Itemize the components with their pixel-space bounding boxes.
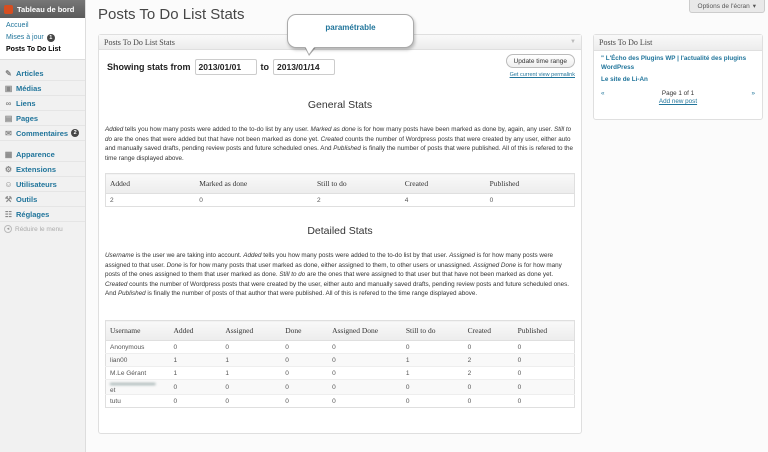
column-header: Marked as done bbox=[195, 174, 313, 194]
table-cell: 2 bbox=[106, 194, 196, 207]
pin-icon: ✎ bbox=[5, 68, 12, 78]
table-cell: 0 bbox=[464, 380, 514, 395]
table-cell: 0 bbox=[195, 194, 313, 207]
table-row bbox=[106, 354, 575, 367]
appearance-icon: ▦ bbox=[4, 149, 13, 159]
widget-site-link[interactable]: Le site de Li-An bbox=[601, 76, 648, 83]
table-cell: 0 bbox=[402, 395, 464, 408]
table-row bbox=[106, 367, 575, 380]
detailed-stats-description: Username is the user we are taking into account. Added tells you how many posts were added to the to-do list by that user. Assigned is for how many posts were assigned to that user. Done is for how many posts that user marked as done, either assigned to them, to other users or unassigned. Assigned Done is for how many posts of the ones assigned to them that user marked as done. Still to do are the ones that were assigned to that user but that have not been marked as done yet. Created counts the number of Wordpress posts that were created by the user, either auto and manually saved drafts, pending review posts and future scheduled ones. And Published is finally the number of posts of that author that were published. All of this is refered to the time range displayed above. bbox=[105, 252, 570, 298]
table-cell: 1 bbox=[221, 367, 281, 380]
table-cell: 0 bbox=[514, 380, 575, 395]
widget-header[interactable]: Posts To Do List bbox=[594, 35, 762, 51]
comments-badge: 2 bbox=[71, 129, 79, 137]
table-cell: 1 bbox=[169, 354, 221, 367]
table-cell: 0 bbox=[281, 354, 328, 367]
sidebar-item-articles[interactable] bbox=[0, 66, 85, 81]
table-cell: lian00 bbox=[106, 354, 170, 367]
table-cell: 1 bbox=[169, 367, 221, 380]
column-header: Still to do bbox=[313, 174, 401, 194]
todo-widget bbox=[593, 34, 763, 120]
callout-tail-inner bbox=[305, 46, 315, 54]
table-cell: 2 bbox=[464, 367, 514, 380]
table-cell: 0 bbox=[328, 380, 402, 395]
page-indicator: Page 1 of 1 bbox=[661, 90, 695, 97]
users-icon: ☺ bbox=[4, 179, 13, 189]
tools-icon: ⚒ bbox=[4, 194, 13, 204]
permalink-link[interactable]: Get current view permalink bbox=[509, 72, 575, 78]
column-header: Added bbox=[169, 321, 221, 341]
screen-options-button[interactable]: Options de l'écran ▾ bbox=[689, 0, 765, 13]
widget-post-link[interactable]: " L'Écho des Plugins WP | l'actualité des plugins WordPress bbox=[601, 55, 747, 71]
table-cell: 0 bbox=[221, 380, 281, 395]
sidebar-dashboard[interactable] bbox=[0, 0, 85, 18]
date-range-row bbox=[107, 59, 335, 75]
table-cell: 1 bbox=[221, 354, 281, 367]
table-cell: 0 bbox=[169, 341, 221, 354]
table-cell: 1 bbox=[402, 367, 464, 380]
table-cell: 0 bbox=[281, 367, 328, 380]
collapse-menu-button[interactable]: ◂ Réduire le menu bbox=[0, 222, 85, 236]
table-cell: 0 bbox=[281, 395, 328, 408]
sidebar-item-commentaires[interactable] bbox=[0, 126, 85, 141]
link-icon: ∞ bbox=[5, 98, 12, 108]
sidebar-item-label: Utilisateurs bbox=[16, 179, 57, 189]
sidebar-item-outils[interactable] bbox=[0, 192, 85, 207]
table-cell: ▬▬▬▬▬▬▬ et bbox=[106, 380, 170, 395]
table-cell: 0 bbox=[402, 380, 464, 395]
plugin-icon: ⚙ bbox=[4, 164, 13, 174]
dashboard-submenu bbox=[0, 18, 85, 60]
column-header: Added bbox=[106, 174, 196, 194]
page-title: Posts To Do List Stats bbox=[98, 6, 245, 23]
sidebar-item-label: Pages bbox=[16, 113, 39, 123]
stats-panel bbox=[98, 34, 582, 434]
table-cell: 0 bbox=[464, 395, 514, 408]
sidebar-item-m-dias[interactable] bbox=[0, 81, 85, 96]
table-cell: 0 bbox=[486, 194, 575, 207]
prev-page-button[interactable]: « bbox=[601, 90, 605, 97]
table-cell: 2 bbox=[464, 354, 514, 367]
table-cell: tutu bbox=[106, 395, 170, 408]
widget-pagination bbox=[601, 90, 755, 106]
next-page-button[interactable]: » bbox=[751, 90, 755, 97]
annotation-callout: paramétrable bbox=[287, 14, 414, 48]
table-cell: 0 bbox=[514, 395, 575, 408]
column-header: Assigned bbox=[221, 321, 281, 341]
sidebar-item-pages[interactable] bbox=[0, 111, 85, 126]
sidebar-item-apparence[interactable] bbox=[0, 147, 85, 162]
sidebar-item-r-glages[interactable] bbox=[0, 207, 85, 222]
sidebar-item-label: Réglages bbox=[16, 209, 50, 219]
column-header: Created bbox=[401, 174, 486, 194]
admin-sidebar bbox=[0, 0, 86, 452]
collapse-arrow-icon[interactable]: ▼ bbox=[570, 39, 576, 45]
table-cell: 0 bbox=[514, 341, 575, 354]
table-cell: 0 bbox=[328, 367, 402, 380]
table-row bbox=[106, 194, 575, 207]
settings-icon: ☷ bbox=[4, 209, 13, 219]
sidebar-item-label: Commentaires bbox=[16, 128, 69, 138]
column-header: Done bbox=[281, 321, 328, 341]
page-icon: ▤ bbox=[4, 113, 13, 123]
sidebar-item-label: Liens bbox=[16, 98, 36, 108]
general-stats-description: Added tells you how many posts were added to the to-do list by any user. Marked as done is for how many posts have been marked as done by, again, any user. Still to do are the ones that were added but that have not been marked as done yet. Created counts the number of Wordpress posts that were created by any user, either auto and manually saved drafts, pending review posts and future scheduled ones. And Published is finally the number of posts that were published. All of this is refered to the time range displayed above. bbox=[105, 126, 574, 162]
sidebar-dashboard-label: Tableau de bord bbox=[17, 4, 75, 14]
general-stats-table bbox=[105, 173, 575, 207]
sidebar-item-label: Extensions bbox=[16, 164, 57, 174]
detailed-stats-table bbox=[105, 320, 575, 408]
table-cell: 0 bbox=[514, 354, 575, 367]
detailed-stats-title: Detailed Stats bbox=[307, 225, 373, 237]
sidebar-item-label: Apparence bbox=[16, 149, 55, 159]
table-cell: 4 bbox=[401, 194, 486, 207]
table-cell: 0 bbox=[328, 395, 402, 408]
table-cell: 0 bbox=[328, 354, 402, 367]
column-header: Published bbox=[514, 321, 575, 341]
table-cell: 0 bbox=[464, 341, 514, 354]
collapse-icon: ◂ bbox=[4, 225, 12, 233]
general-stats-title: General Stats bbox=[307, 99, 373, 111]
chevron-down-icon: ▾ bbox=[752, 3, 756, 10]
add-new-post-link[interactable]: Add new post bbox=[658, 98, 698, 105]
table-cell: 0 bbox=[221, 395, 281, 408]
sidebar-item-label: Articles bbox=[16, 68, 44, 78]
table-cell: 0 bbox=[281, 341, 328, 354]
table-cell: 0 bbox=[169, 395, 221, 408]
table-row bbox=[106, 380, 575, 395]
dashboard-icon bbox=[4, 5, 13, 14]
sidebar-item-liens[interactable] bbox=[0, 96, 85, 111]
updates-badge: 1 bbox=[47, 34, 55, 42]
table-cell: 0 bbox=[328, 341, 402, 354]
table-row bbox=[106, 395, 575, 408]
column-header: Created bbox=[464, 321, 514, 341]
sidebar-menu bbox=[0, 66, 85, 222]
submenu-accueil[interactable]: Accueil bbox=[6, 22, 29, 29]
table-cell: 0 bbox=[281, 380, 328, 395]
table-cell: 0 bbox=[221, 341, 281, 354]
table-row bbox=[106, 341, 575, 354]
table-cell: 0 bbox=[514, 367, 575, 380]
sidebar-item-label: Outils bbox=[16, 194, 38, 204]
submenu-posts-todo[interactable]: Posts To Do List bbox=[6, 46, 61, 53]
comment-icon: ✉ bbox=[5, 128, 12, 138]
redacted-username: ▬▬▬▬▬▬▬ bbox=[110, 380, 156, 387]
table-cell: M.Le Gérant bbox=[106, 367, 170, 380]
sidebar-item-label: Médias bbox=[16, 83, 42, 93]
date-to-input[interactable]: 2013/01/14 bbox=[273, 59, 335, 75]
column-header: Still to do bbox=[402, 321, 464, 341]
update-time-range-button[interactable]: Update time range bbox=[506, 54, 575, 68]
table-cell: 2 bbox=[313, 194, 401, 207]
sidebar-item-utilisateurs[interactable] bbox=[0, 177, 85, 192]
showing-from-label: Showing stats from bbox=[107, 62, 191, 72]
table-cell: Anonymous bbox=[106, 341, 170, 354]
table-cell: 1 bbox=[402, 354, 464, 367]
sidebar-item-extensions[interactable] bbox=[0, 162, 85, 177]
to-label: to bbox=[260, 62, 270, 72]
column-header: Username bbox=[106, 321, 170, 341]
table-cell: 0 bbox=[169, 380, 221, 395]
media-icon: ▣ bbox=[4, 83, 13, 93]
column-header: Published bbox=[486, 174, 575, 194]
table-cell: 0 bbox=[402, 341, 464, 354]
submenu-updates[interactable]: Mises à jour 1 bbox=[0, 32, 85, 44]
column-header: Assigned Done bbox=[328, 321, 402, 341]
panel-title: Posts To Do List Stats bbox=[104, 37, 175, 47]
date-from-input[interactable]: 2013/01/01 bbox=[195, 59, 257, 75]
